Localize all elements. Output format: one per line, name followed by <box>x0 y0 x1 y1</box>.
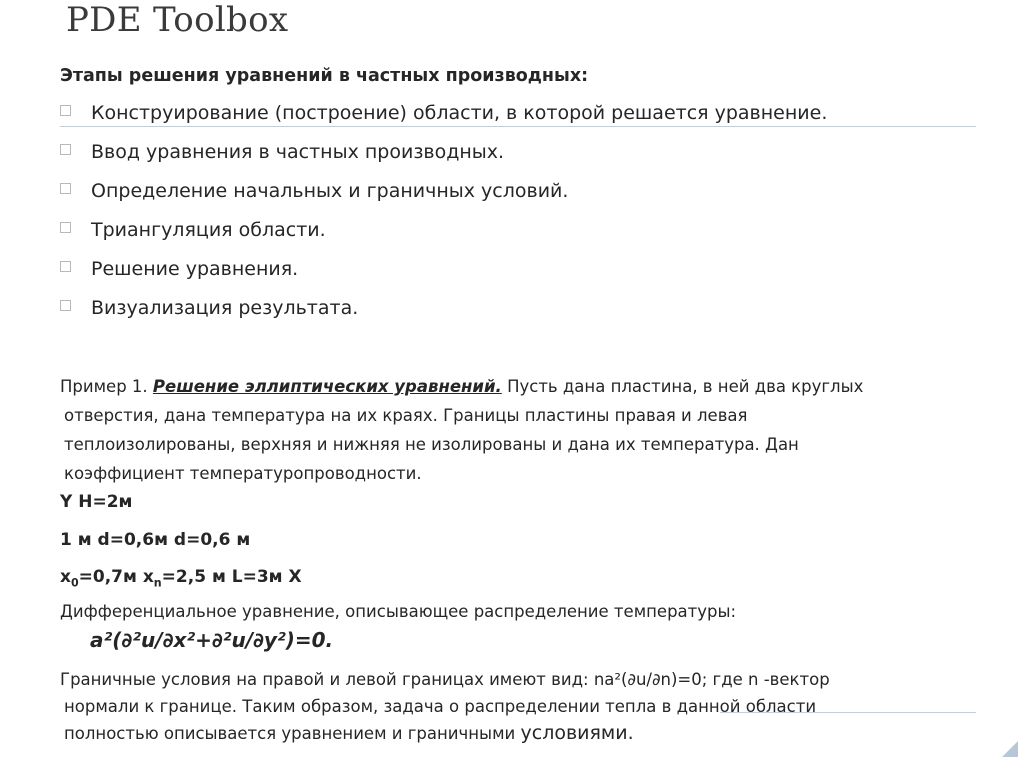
steps-heading: Этапы решения уравнений в частных производных: <box>60 66 589 86</box>
param-line-3: $x_0=0,7м$ $x_n=2,5$ м L=3м X <box>60 567 302 590</box>
slide-title: PDE Toolbox <box>66 0 289 40</box>
step-item: Определение начальных и граничных условий. <box>60 180 568 202</box>
step-item: Визуализация результата. <box>60 297 358 319</box>
example-line-2: отверстия, дана температура на их краях. Границы пластины правая и левая <box>64 406 748 425</box>
example-prefix: Пример 1. <box>60 377 148 396</box>
bullet-box-icon <box>60 144 71 155</box>
example-line-4: коэффициент температуропроводности. <box>64 464 422 483</box>
example-line-3: теплоизолированы, верхняя и нижняя не изолированы и дана их температура. Дан <box>64 435 799 454</box>
step-item: Решение уравнения. <box>60 258 298 280</box>
step-item: Ввод уравнения в частных производных. <box>60 141 504 163</box>
step-item: Конструирование (построение) области, в которой решается уравнение. <box>60 102 827 124</box>
heat-equation-formula: a²(∂²u/∂x²+∂²u/∂y²)=0. <box>90 628 334 652</box>
param-line-2: 1 м d=0,6м d=0,6 м <box>60 530 251 550</box>
example-paragraph <box>60 372 940 488</box>
corner-triangle-icon <box>1002 741 1018 757</box>
example-line-1: Пусть дана пластина, в ней два круглых <box>507 377 864 396</box>
diff-eq-text: Дифференциальное уравнение, описывающее распределение температуры: <box>60 602 737 621</box>
bullet-box-icon <box>60 183 71 194</box>
boundary-line-2: нормали к границе. Таким образом, задача о распределении тепла в данной области <box>64 697 817 716</box>
boundary-line-3: полностью описывается уравнением и граничными условиями. <box>64 722 634 744</box>
param-line-1: Y H=2м <box>60 492 133 512</box>
boundary-line-1: Граничные условия на правой и левой границах имеют вид: na²(∂u/∂n)=0; где n -вектор <box>60 670 830 689</box>
divider-top <box>60 126 976 127</box>
bullet-box-icon <box>60 105 71 116</box>
boundary-paragraph <box>60 666 940 747</box>
bullet-box-icon <box>60 300 71 311</box>
step-item: Триангуляция области. <box>60 219 326 241</box>
bullet-box-icon <box>60 222 71 233</box>
example-title: Решение эллиптических уравнений. <box>152 377 502 396</box>
bullet-box-icon <box>60 261 71 272</box>
